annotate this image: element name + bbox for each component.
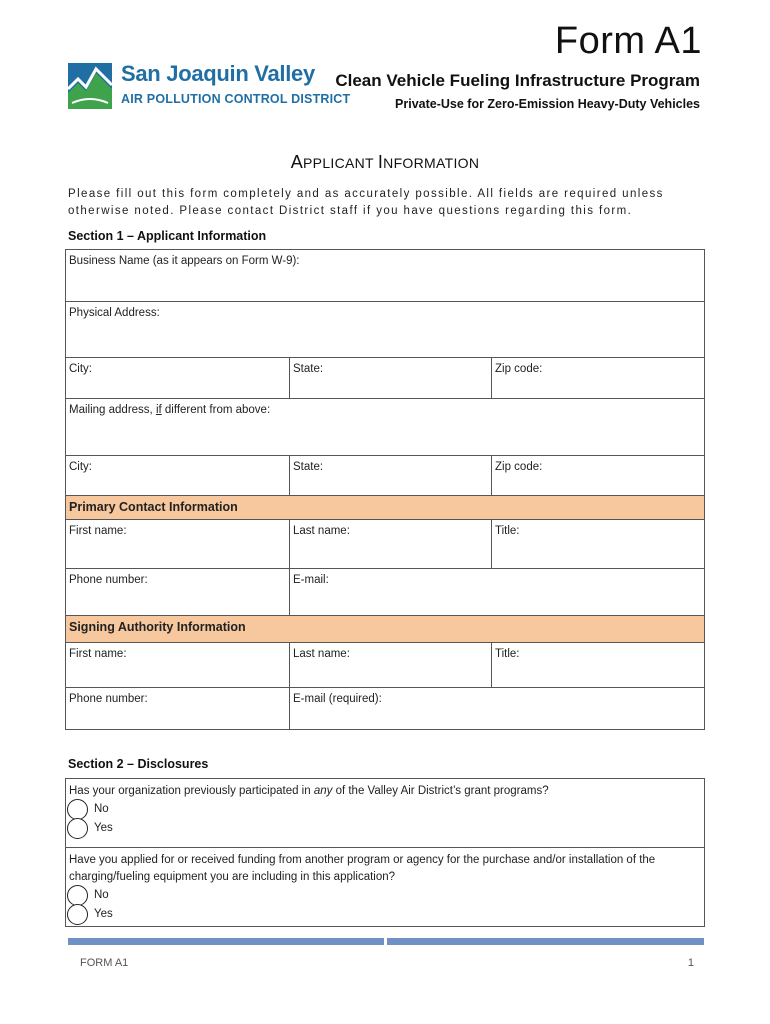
state-field[interactable]: State: [289, 358, 491, 398]
mailing-zip-field[interactable]: Zip code: [491, 456, 704, 495]
signing-phone-field[interactable]: Phone number: [69, 693, 148, 705]
district-logo [68, 61, 351, 113]
signing-authority-heading: Signing Authority Information [66, 616, 704, 642]
page-number: 1 [687, 957, 694, 969]
signing-title-field[interactable]: Title: [491, 643, 704, 687]
q1-yes-radio[interactable] [67, 818, 88, 839]
footer-form-code: FORM A1 [80, 957, 129, 969]
question-other-funding [66, 847, 704, 926]
q2-option-yes[interactable] [69, 905, 701, 924]
physical-address-field[interactable]: Physical Address: [69, 307, 160, 319]
q1-yes-label: Yes [94, 822, 113, 834]
form-code: Form A1 [554, 20, 702, 62]
question-1-text: Has your organization previously participated in any of the Valley Air District’s grant programs? [69, 785, 549, 797]
intro-text: Please fill out this form completely and as accurately possible. All fields are required unless otherwise noted. Please contact District staff if you have questions regarding this form. [68, 188, 664, 217]
logo-subtitle: AIR POLLUTION CONTROL DISTRICT [121, 92, 351, 106]
signing-email-field[interactable]: E-mail (required): [289, 688, 704, 729]
q2-no-radio[interactable] [67, 885, 88, 906]
disclosures-table [65, 778, 705, 927]
section1-heading: Section 1 – Applicant Information [68, 229, 267, 243]
primary-title-field[interactable]: Title: [491, 520, 704, 568]
q1-option-no[interactable] [69, 800, 701, 819]
footer-rule [68, 938, 704, 945]
business-name-field[interactable]: Business Name (as it appears on Form W-9): [69, 255, 300, 267]
city-field[interactable]: City: [69, 363, 92, 375]
question-prior-participation [66, 779, 704, 847]
mountain-logo-icon [68, 63, 112, 109]
q1-no-radio[interactable] [67, 799, 88, 820]
q2-no-label: No [94, 889, 109, 901]
primary-email-field[interactable]: E-mail: [289, 569, 704, 615]
page-title: APPLICANT INFORMATION [290, 152, 480, 172]
primary-phone-field[interactable]: Phone number: [69, 574, 148, 586]
program-title: Clean Vehicle Fueling Infrastructure Program [335, 71, 700, 90]
q2-yes-label: Yes [94, 908, 113, 920]
q2-yes-radio[interactable] [67, 904, 88, 925]
q1-no-label: No [94, 803, 109, 815]
section2-heading: Section 2 – Disclosures [68, 757, 209, 771]
applicant-info-table [65, 249, 705, 730]
question-2-text: Have you applied for or received funding from another program or agency for the purchase and/or installation of the charging/fueling equipment you are including in this application? [69, 854, 656, 883]
mailing-state-field[interactable]: State: [289, 456, 491, 495]
zip-field[interactable]: Zip code: [491, 358, 704, 398]
primary-last-name-field[interactable]: Last name: [289, 520, 491, 568]
mailing-city-field[interactable]: City: [69, 461, 92, 473]
program-subtitle: Private-Use for Zero-Emission Heavy-Duty Vehicles [395, 97, 700, 111]
primary-first-name-field[interactable]: First name: [69, 525, 127, 537]
primary-contact-heading: Primary Contact Information [66, 496, 704, 519]
q2-option-no[interactable] [69, 886, 701, 905]
mailing-address-field[interactable]: Mailing address, if different from above: [69, 404, 271, 416]
signing-last-name-field[interactable]: Last name: [289, 643, 491, 687]
q1-option-yes[interactable] [69, 819, 701, 838]
logo-name: San Joaquin Valley [121, 61, 315, 86]
signing-first-name-field[interactable]: First name: [69, 648, 127, 660]
